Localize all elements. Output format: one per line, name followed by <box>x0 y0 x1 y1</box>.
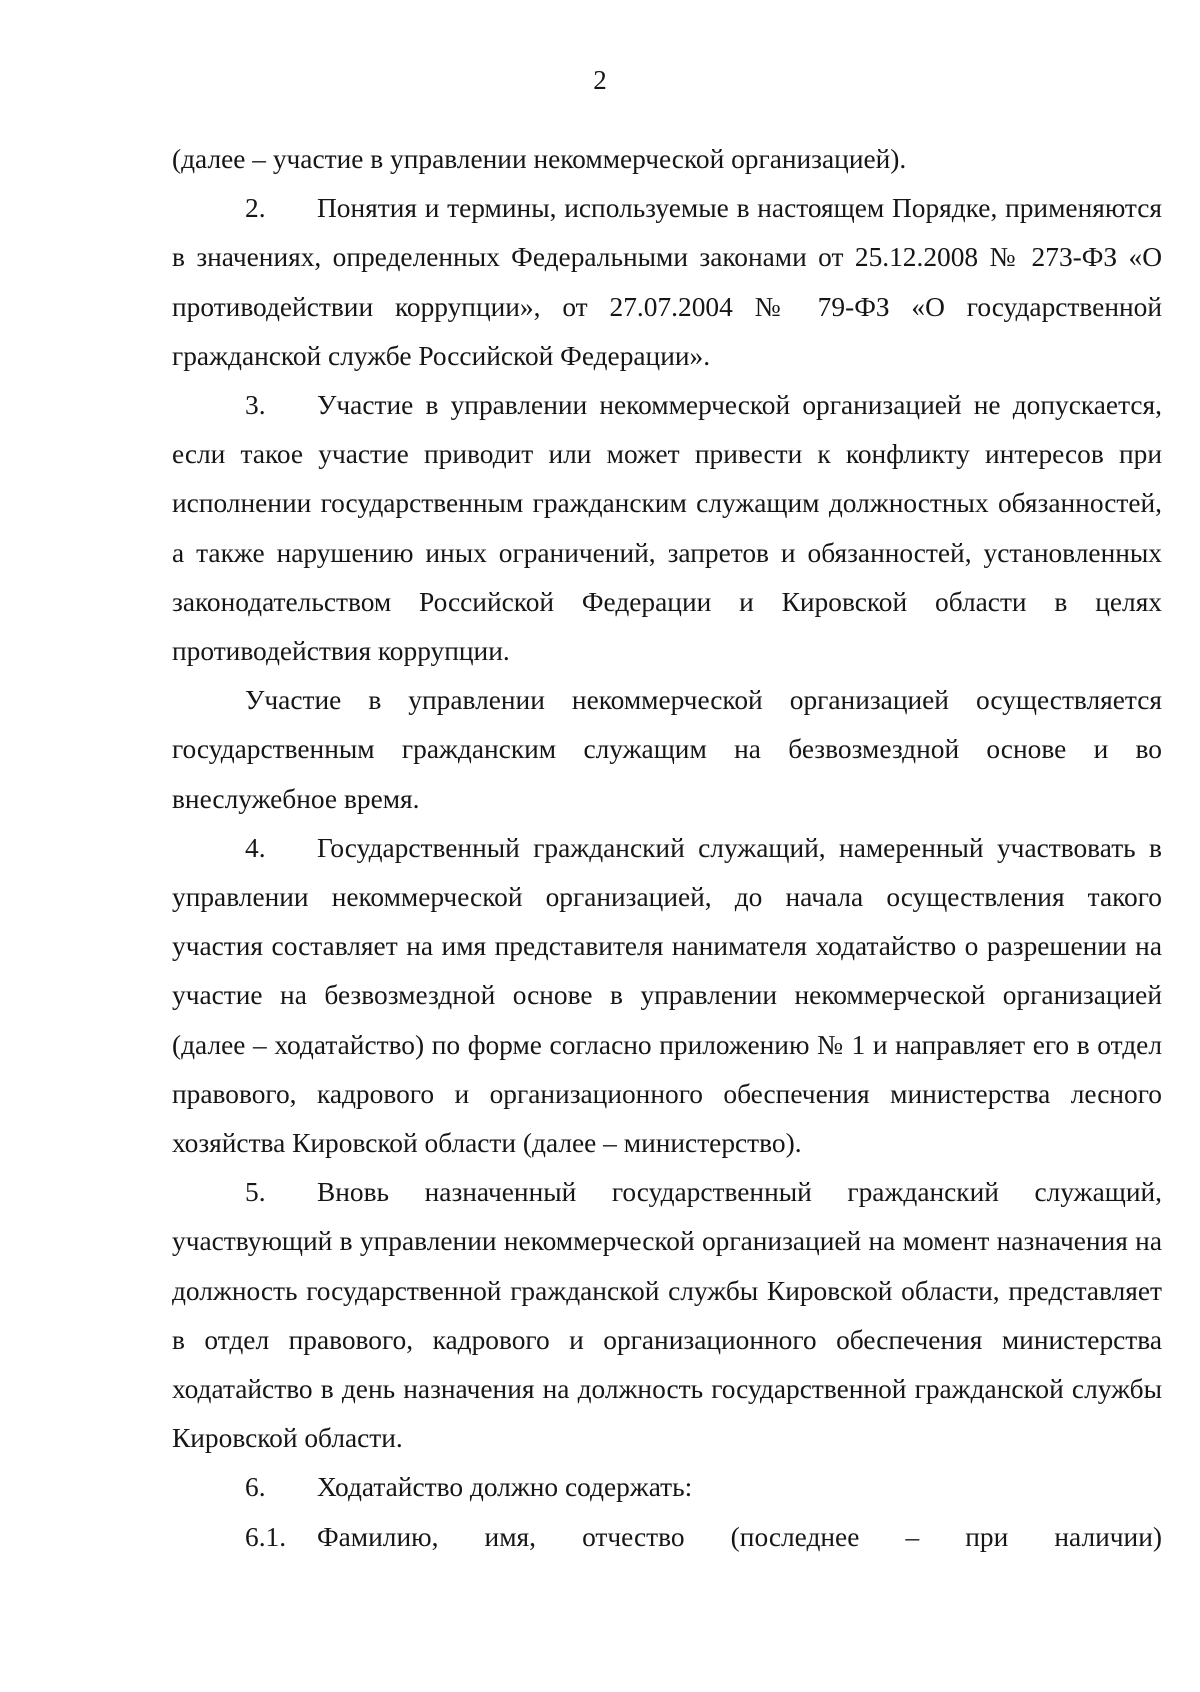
paragraph-text: Фамилию, имя, отчество (последнее – при наличии) <box>317 1521 1162 1552</box>
paragraph-continuation <box>172 135 1162 184</box>
paragraph-3-continued <box>172 676 1162 824</box>
paragraph-text: Понятия и термины, используемые в настоящем Порядке, применяются в значениях, определенных Федеральными законами от 25.12.2008 № 273-ФЗ «О противодействии коррупции», от 27.07.2004 № 79-ФЗ «О государственной гражданской службе Российской Федерации». <box>172 193 1162 371</box>
document-body <box>172 135 1162 1562</box>
paragraph-6-1 <box>172 1513 1162 1562</box>
paragraph-text: Государственный гражданский служащий, намеренный участвовать в управлении некоммерческой организацией, до начала осуществления такого участия составляет на имя представителя нанимателя ходатайство о разрешении на участие на безвозмездной основе в управлении некоммерческой организацией (далее – ходатайство) по форме согласно приложению № 1 и направляет его в отдел правового, кадрового и организационного обеспечения министерства лесного хозяйства Кировской области (далее – министерство). <box>172 832 1162 1159</box>
paragraph-2 <box>172 184 1162 381</box>
paragraph-text: Ходатайство должно содержать: <box>317 1472 693 1503</box>
page-number: 2 <box>593 65 607 95</box>
paragraph-4 <box>172 824 1162 1168</box>
paragraph-number: 6.1. <box>245 1521 287 1552</box>
paragraph-text: Участие в управлении некоммерческой организацией осуществляется государственным гражданским служащим на безвозмездной основе и во внеслужебное время. <box>172 685 1162 814</box>
paragraph-number: 3. <box>245 390 266 421</box>
paragraph-5 <box>172 1168 1162 1463</box>
paragraph-6 <box>172 1463 1162 1512</box>
paragraph-3 <box>172 381 1162 676</box>
paragraph-number: 5. <box>245 1177 266 1208</box>
paragraph-text: Участие в управлении некоммерческой организацией не допускается, если такое участие приводит или может привести к конфликту интересов при исполнении государственным гражданским служащим должностных обязанностей, а также нарушению иных ограничений, запретов и обязанностей, установленных законодательством Российской Федерации и Кировской области в целях противодействия коррупции. <box>172 390 1162 667</box>
paragraph-number: 2. <box>245 193 266 224</box>
paragraph-text: Вновь назначенный государственный гражданский служащий, участвующий в управлении некоммерческой организацией на момент назначения на должность государственной гражданской службы Кировской области, представляет в отдел правового, кадрового и организационного обеспечения министерства ходатайство в день назначения на должность государственной гражданской службы Кировской области. <box>172 1177 1162 1454</box>
paragraph-text: (далее – участие в управлении некоммерческой организацией). <box>172 144 907 174</box>
paragraph-number: 6. <box>245 1472 266 1503</box>
paragraph-number: 4. <box>245 832 266 863</box>
